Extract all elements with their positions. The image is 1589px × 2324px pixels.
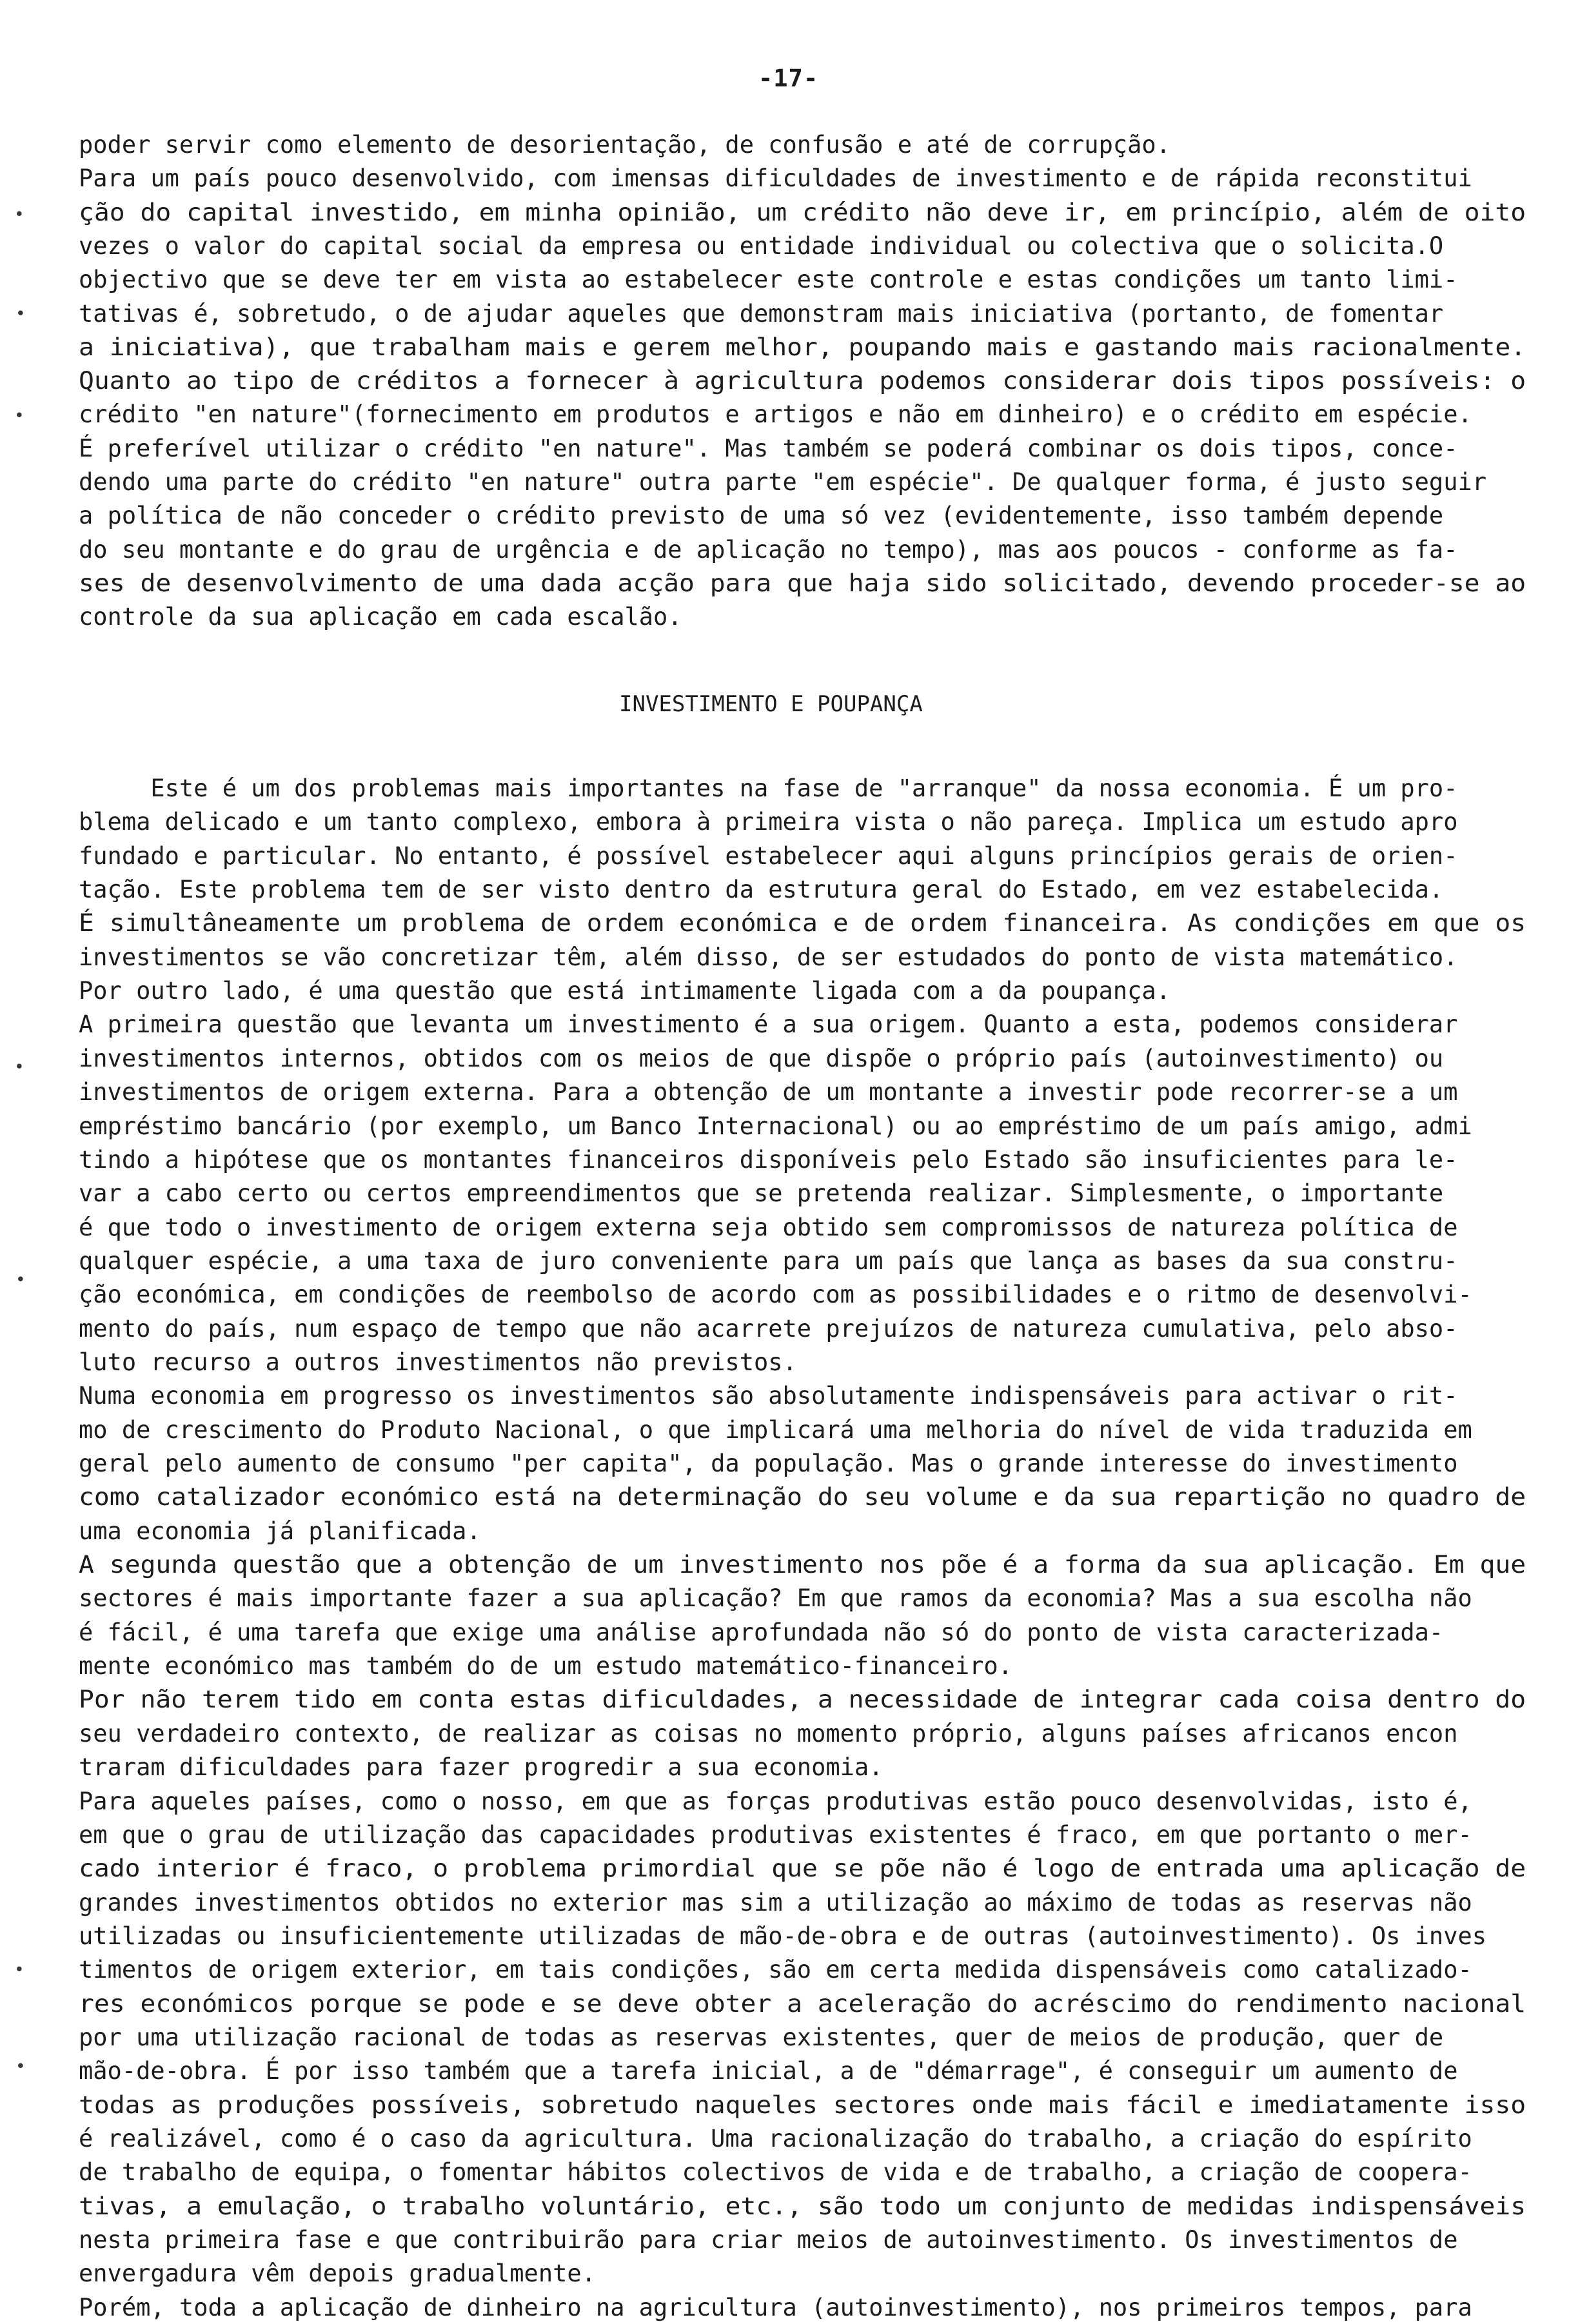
text-line: dendo uma parte do crédito "en nature" outra parte "em espécie". De qualquer forma, é justo seguir	[79, 468, 1487, 496]
text-line: uma economia já planificada.	[79, 1517, 481, 1545]
text-line: tativas é, sobretudo, o de ajudar aqueles que demonstram mais iniciativa (portanto, de fomentar	[79, 299, 1444, 328]
text-line: tivas, a emulação, o trabalho voluntário, etc., são todo um conjunto de medidas indispensáveis	[79, 2192, 1526, 2220]
text-line: A primeira questão que levanta um investimento é a sua origem. Quanto a esta, podemos considerar	[79, 1010, 1458, 1039]
text-line: A segunda questão que a obtenção de um investimento nos põe é a forma da sua aplicação. Em que	[79, 1551, 1526, 1579]
margin-dot-mark: •	[14, 1960, 25, 1980]
text-line: var a cabo certo ou certos empreendimentos que se pretenda realizar. Simplesmente, o importante	[79, 1179, 1444, 1208]
text-line: res económicos porque se pode e se deve obter a aceleração do acréscimo do rendimento nacional	[79, 1989, 1526, 2018]
text-line: é fácil, é uma tarefa que exige uma análise aprofundada não só do ponto de vista caracterizada-	[79, 1618, 1444, 1646]
text-line: mento do país, num espaço de tempo que não acarrete prejuízos de natureza cumulativa, pelo abso-	[79, 1314, 1458, 1343]
text-line: nesta primeira fase e que contribuirão para criar meios de autoinvestimento. Os investimentos de	[79, 2226, 1458, 2254]
margin-dot-mark: •	[15, 304, 26, 324]
text-line: timentos de origem exterior, em tais condições, são em certa medida dispensáveis como catalizado-	[79, 1956, 1472, 1984]
margin-dot-mark: •	[14, 406, 25, 426]
text-line: É preferível utilizar o crédito "en nature". Mas também se poderá combinar os dois tipos, conce-	[79, 434, 1458, 462]
text-line: vezes o valor do capital social da empresa ou entidade individual ou colectiva que o solicita.O	[79, 231, 1444, 260]
text-line: investimentos internos, obtidos com os meios de que dispõe o próprio país (autoinvestimento) ou	[79, 1044, 1444, 1072]
text-line: Para um país pouco desenvolvido, com imensas dificuldades de investimento e de rápida reconstitui	[79, 164, 1472, 193]
margin-dot-mark: •	[15, 2057, 26, 2076]
text-line: tação. Este problema tem de ser visto dentro da estrutura geral do Estado, em vez estabelecida.	[79, 876, 1444, 904]
text-line: em que o grau de utilização das capacidades produtivas existentes é fraco, em que portanto o mer-	[79, 1820, 1472, 1849]
text-line: luto recurso a outros investimentos não previstos.	[79, 1348, 797, 1376]
text-line: é realizável, como é o caso da agricultura. Uma racionalização do trabalho, a criação do espírito	[79, 2125, 1472, 2152]
margin-dot-mark: •	[14, 1058, 25, 1077]
text-line: envergadura vêm depois gradualmente.	[79, 2260, 596, 2288]
text-line: geral pelo aumento de consumo "per capita", da população. Mas o grande interesse do investimento	[79, 1450, 1458, 1477]
page-number: -17-	[758, 64, 819, 92]
text-line: seu verdadeiro contexto, de realizar as coisas no momento próprio, alguns países africanos encon	[79, 1719, 1458, 1748]
section-heading: INVESTIMENTO E POUPANÇA	[619, 691, 923, 717]
margin-dot-mark: •	[15, 1270, 26, 1290]
text-line: do seu montante e do grau de urgência e de aplicação no tempo), mas aos poucos - conforme as fa-	[79, 535, 1458, 564]
text-line: Porém, toda a aplicação de dinheiro na agricultura (autoinvestimento), nos primeiros tempos, para	[79, 2293, 1472, 2321]
text-line: mão-de-obra. É por isso também que a tarefa inicial, a de "démarrage", é conseguir um aumento de	[79, 2057, 1458, 2085]
text-line: de trabalho de equipa, o fomentar hábitos colectivos de vida e de trabalho, a criação de coopera-	[79, 2158, 1472, 2187]
text-line: grandes investimentos obtidos no exterior mas sim a utilização ao máximo de todas as reservas não	[79, 1888, 1472, 1916]
text-line: mente económico mas também do de um estudo matemático-financeiro.	[79, 1652, 1012, 1680]
text-line: investimentos se vão concretizar têm, além disso, de ser estudados do ponto de vista matemático.	[79, 943, 1458, 971]
text-line: Quanto ao tipo de créditos a fornecer à agricultura podemos considerar dois tipos possíveis: o	[79, 367, 1526, 395]
text-line: investimentos de origem externa. Para a obtenção de um montante a investir pode recorrer-se a um	[79, 1078, 1458, 1107]
text-line: ção do capital investido, em minha opinião, um crédito não deve ir, em princípio, além de oito	[79, 198, 1526, 226]
text-line: Numa economia em progresso os investimentos são absolutamente indispensáveis para activar o rit-	[79, 1382, 1458, 1410]
text-line: como catalizador económico está na determinação do seu volume e da sua repartição no quadro de	[79, 1483, 1526, 1512]
text-line: Este é um dos problemas mais importantes na fase de "arranque" da nossa economia. É um pro-	[79, 774, 1458, 802]
text-line: traram dificuldades para fazer progredir a sua economia.	[79, 1753, 883, 1782]
text-line: ses de desenvolvimento de uma dada acção para que haja sido solicitado, devendo proceder-se ao	[79, 569, 1526, 597]
text-line: ção económica, em condições de reembolso de acordo com as possibilidades e o ritmo de desenvolvi-	[79, 1281, 1472, 1309]
text-line: por uma utilização racional de todas as reservas existentes, quer de meios de produção, quer de	[79, 2023, 1444, 2051]
text-line: utilizadas ou insuficientemente utilizadas de mão-de-obra e de outras (autoinvestimento). Os inves	[79, 1922, 1487, 1950]
text-line: crédito "en nature"(fornecimento em produtos e artigos e não em dinheiro) e o crédito em espécie.	[79, 400, 1472, 429]
text-line: empréstimo bancário (por exemplo, um Banco Internacional) ou ao empréstimo de um país amigo, admi	[79, 1112, 1472, 1140]
text-line: mo de crescimento do Produto Nacional, o que implicará uma melhoria do nível de vida traduzida em	[79, 1415, 1472, 1444]
text-line: blema delicado e um tanto complexo, embora à primeira vista o não pareça. Implica um estudo apro	[79, 808, 1458, 836]
text-line: tindo a hipótese que os montantes financeiros disponíveis pelo Estado são insuficientes para le-	[79, 1145, 1458, 1174]
text-line: controle da sua aplicação em cada escalão.	[79, 603, 682, 631]
text-line: poder servir como elemento de desorientação, de confusão e até de corrupção.	[79, 131, 1170, 159]
text-line: Por outro lado, é uma questão que está intimamente ligada com a da poupança.	[79, 977, 1170, 1005]
text-line: todas as produções possíveis, sobretudo naqueles sectores onde mais fácil e imediatamente isso	[79, 2091, 1526, 2119]
text-line: é que todo o investimento de origem externa seja obtido sem compromissos de natureza política de	[79, 1213, 1458, 1241]
text-line: qualquer espécie, a uma taxa de juro conveniente para um país que lança as bases da sua constru-	[79, 1246, 1458, 1275]
text-line: É simultâneamente um problema de ordem económica e de ordem financeira. As condições em que os	[79, 909, 1526, 938]
text-line: a iniciativa), que trabalham mais e gerem melhor, poupando mais e gastando mais racionalmente.	[79, 333, 1526, 361]
text-line: sectores é mais importante fazer a sua aplicação? Em que ramos da economia? Mas a sua escolha não	[79, 1584, 1472, 1613]
text-line: Por não terem tido em conta estas dificuldades, a necessidade de integrar cada coisa dentro do	[79, 1686, 1526, 1714]
text-line: a política de não conceder o crédito previsto de uma só vez (evidentemente, isso também depende	[79, 502, 1444, 530]
text-line: objectivo que se deve ter em vista ao estabelecer este controle e estas condições um tanto limi-	[79, 266, 1458, 294]
text-line: fundado e particular. No entanto, é possível estabelecer aqui alguns princípios gerais de orien-	[79, 842, 1458, 870]
margin-dot-mark: •	[14, 205, 25, 224]
text-line: Para aqueles países, como o nosso, em que as forças produtivas estão pouco desenvolvidas, isto é,	[79, 1787, 1472, 1815]
text-line: cado interior é fraco, o problema primordial que se põe não é logo de entrada uma aplicação de	[79, 1855, 1526, 1883]
